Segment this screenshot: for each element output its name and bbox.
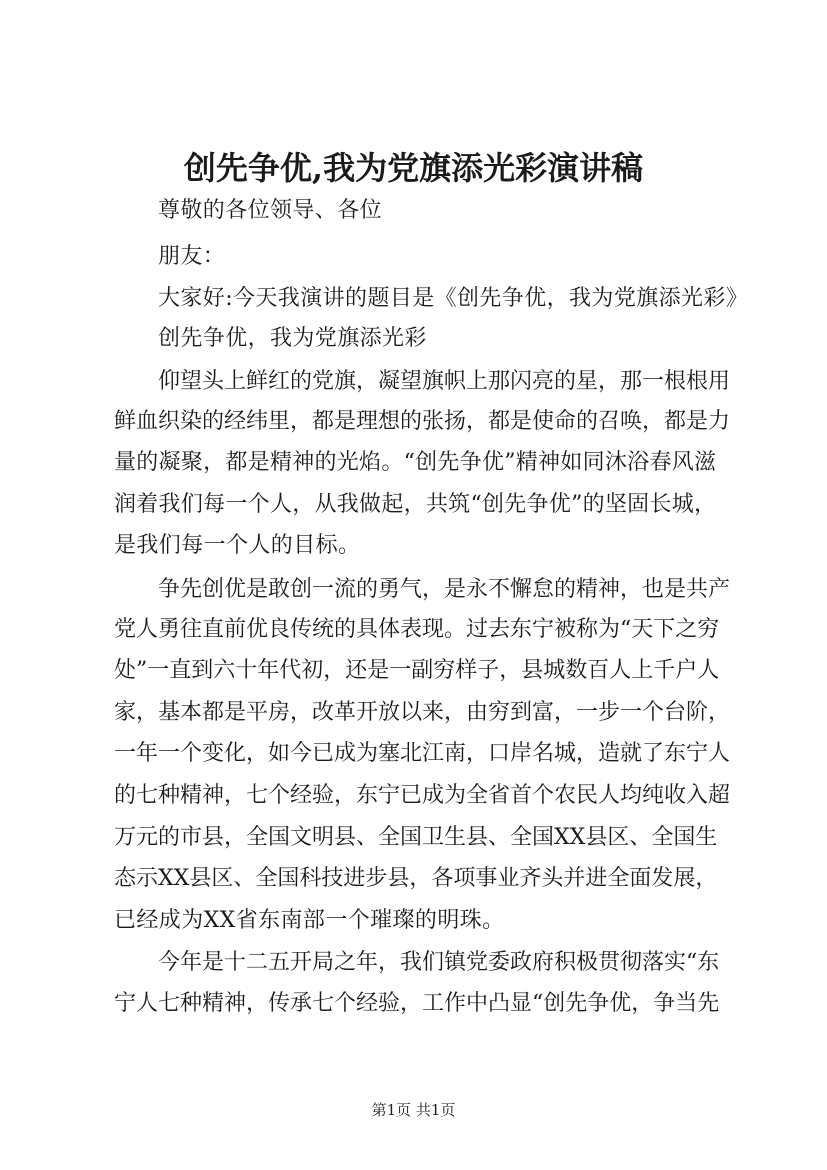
body-line: 家，基本都是平房，改革开放以来，由穷到富，一步一个台阶， bbox=[114, 700, 731, 725]
body-line: 宁人七种精神，传承七个经验，工作中凸显“创先争优，争当先 bbox=[114, 991, 720, 1016]
body-line: 润着我们每一个人，从我做起，共筑“创先争优”的坚固长城， bbox=[114, 492, 716, 517]
body-line: 万元的市县，全国文明县、全国卫生县、全国XX县区、全国生 bbox=[114, 825, 718, 850]
subtitle-line: 创先争优，我为党旗添光彩 bbox=[158, 326, 427, 351]
body-line: 已经成为XX省东南部一个璀璨的明珠。 bbox=[114, 908, 505, 933]
body-line: 量的凝聚，都是精神的光焰。“创先争优”精神如同沐浴春风滋 bbox=[114, 450, 716, 475]
body-line: 一年一个变化，如今已成为塞北江南，口岸名城，造就了东宁人 bbox=[114, 741, 731, 766]
salutation-line-1: 尊敬的各位领导、各位 bbox=[158, 198, 383, 223]
body-line: 态示XX县区、全国科技进步县，各项事业齐头并进全面发展， bbox=[114, 866, 718, 891]
greeting-line: 大家好:今天我演讲的题目是《创先争优，我为党旗添光彩》 bbox=[158, 286, 749, 311]
body-line: 处”一直到六十年代初，还是一副穷样子，县城数百人上千户人 bbox=[114, 658, 720, 683]
body-line: 鲜血织染的经纬里，都是理想的张扬，都是使命的召唤，都是力 bbox=[114, 409, 731, 434]
body-line: 今年是十二五开局之年，我们镇党委政府积极贯彻落实“东 bbox=[158, 950, 720, 975]
salutation-line-2: 朋友： bbox=[158, 244, 226, 269]
body-line: 党人勇往直前优良传统的具体表现。过去东宁被称为“天下之穷 bbox=[114, 617, 720, 642]
page-footer: 第1页 共1页 bbox=[371, 1101, 456, 1119]
document-title: 创先争优,我为党旗添光彩演讲稿 bbox=[183, 149, 644, 187]
body-line: 的七种精神，七个经验，东宁已成为全省首个农民人均纯收入超 bbox=[114, 783, 731, 808]
body-line: 仰望头上鲜红的党旗，凝望旗帜上那闪亮的星，那一根根用 bbox=[158, 369, 731, 394]
body-line: 争先创优是敢创一流的勇气，是永不懈怠的精神，也是共产 bbox=[158, 577, 731, 602]
body-line: 是我们每一个人的目标。 bbox=[114, 533, 361, 558]
